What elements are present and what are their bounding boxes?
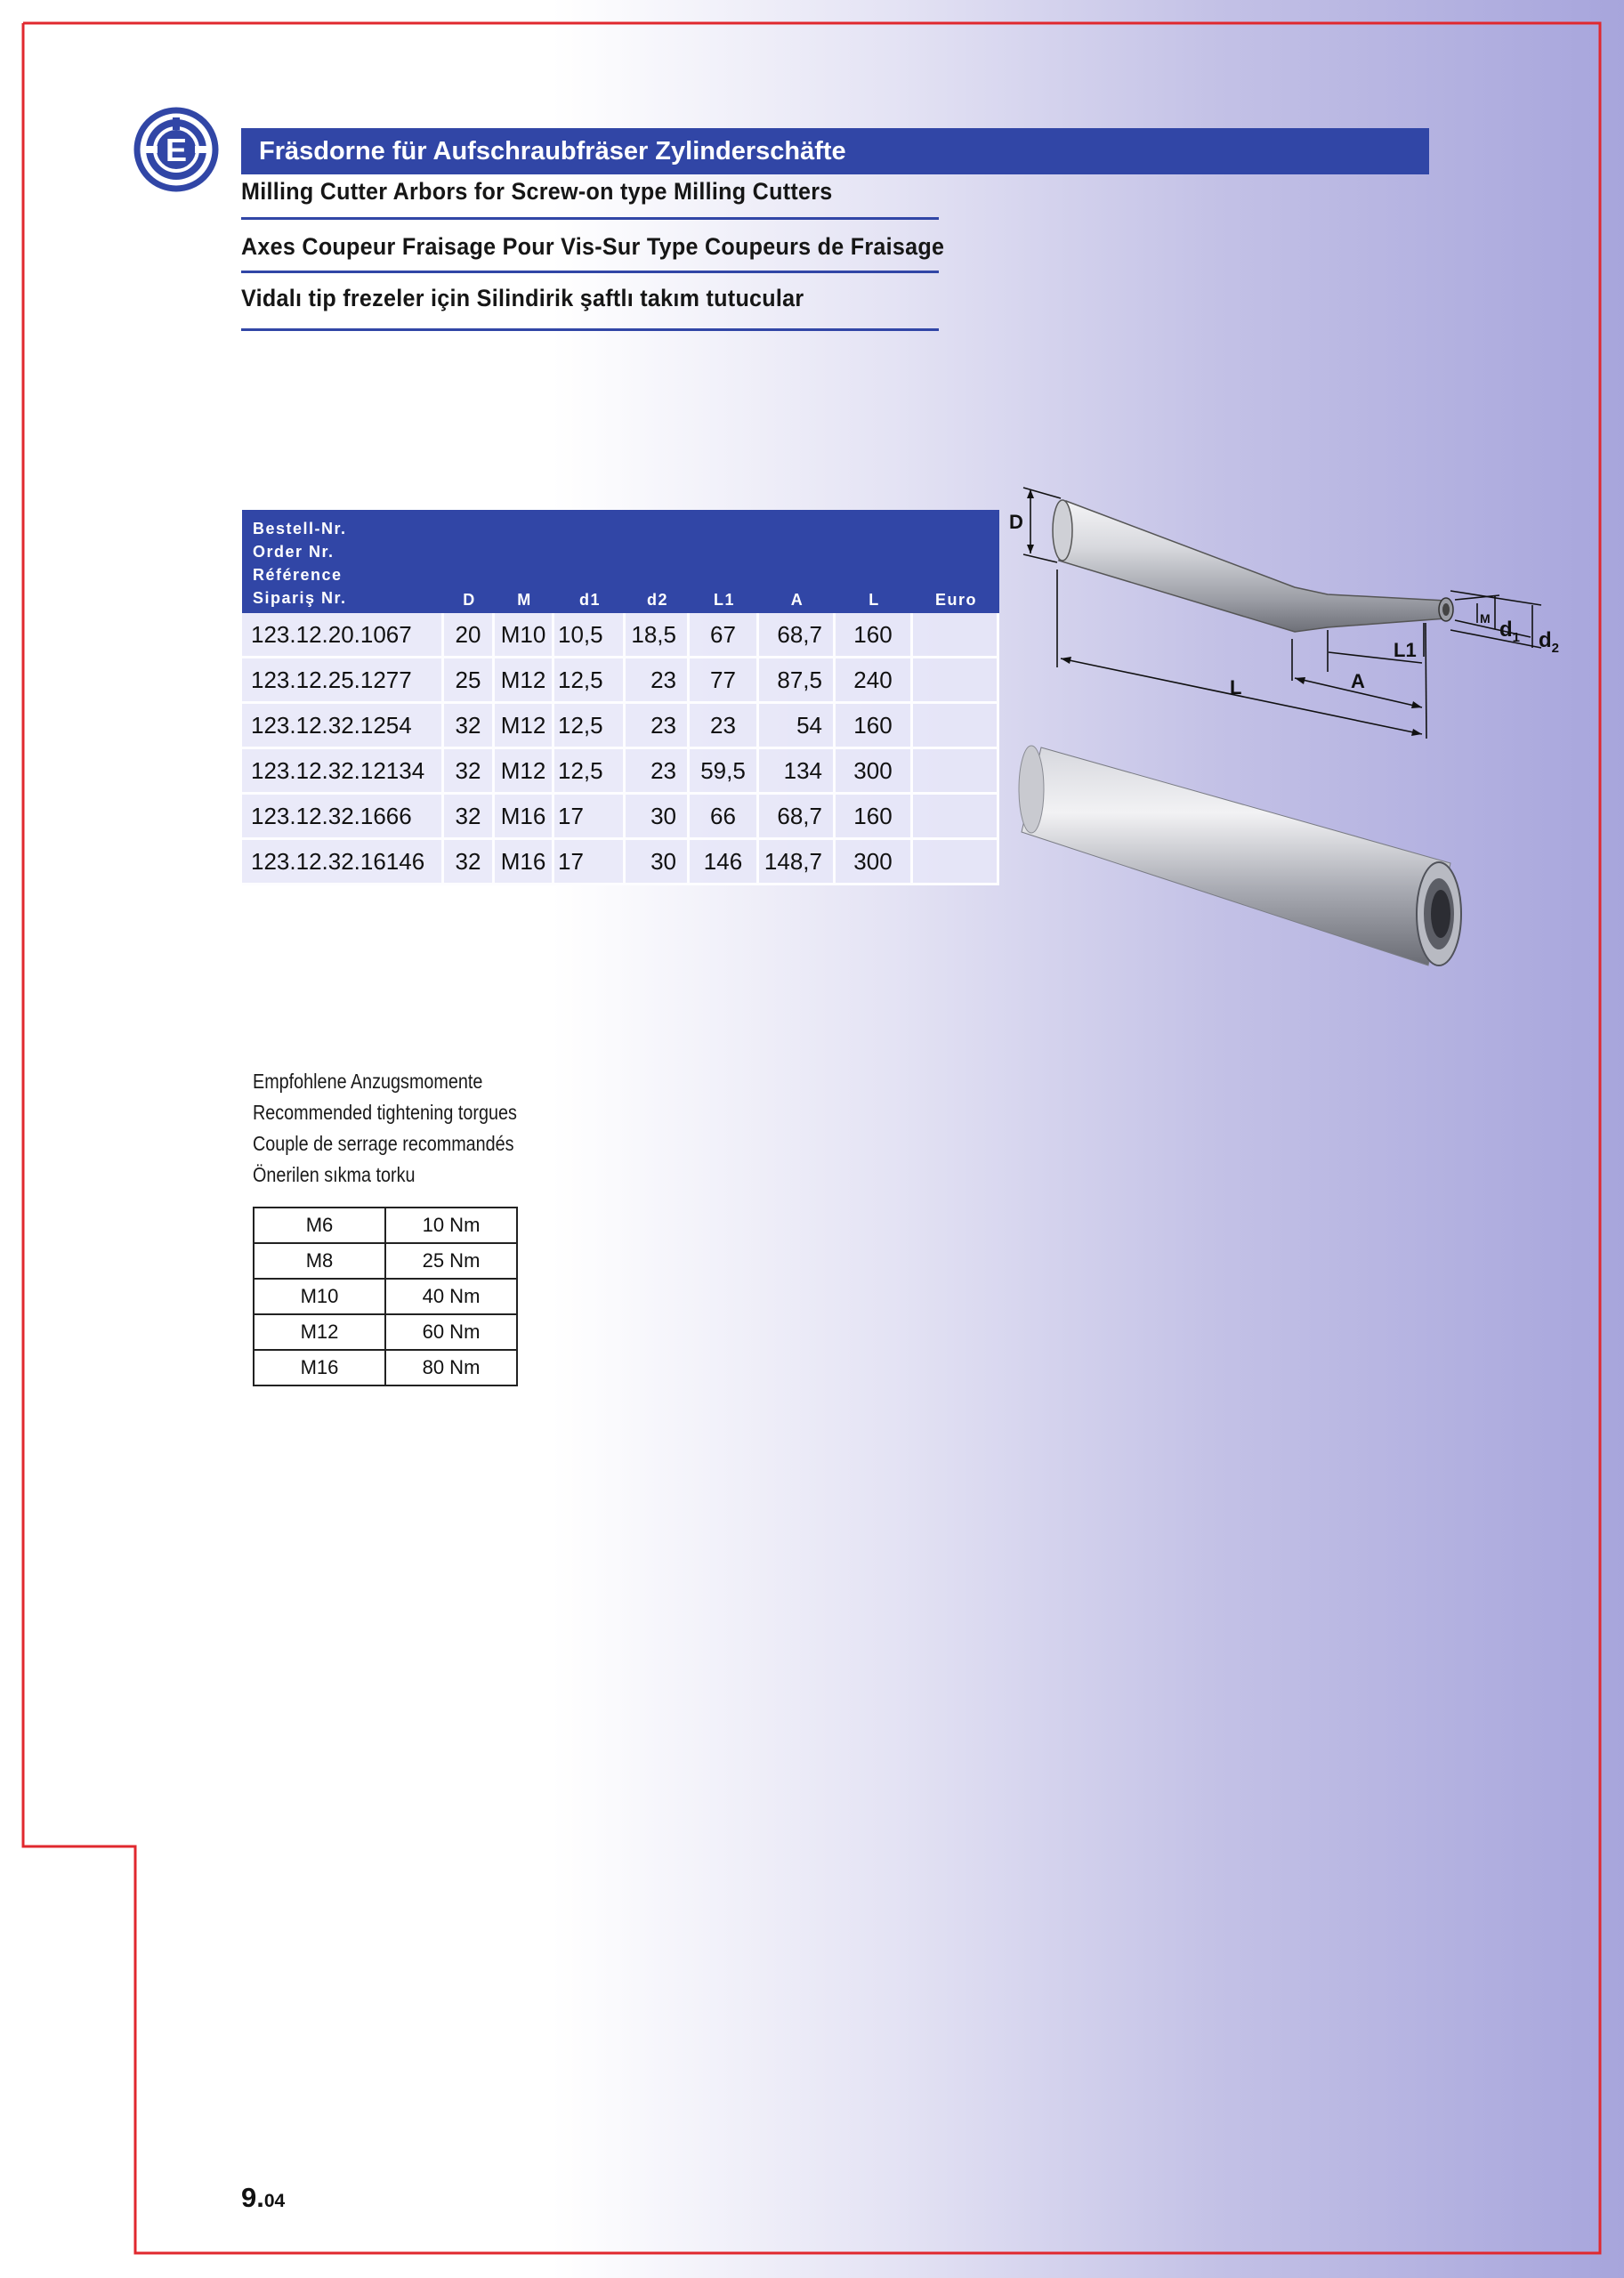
cell-d1: 17 [554, 795, 626, 840]
cell-d2: 23 [626, 704, 690, 749]
cell-A: 148,7 [759, 840, 836, 885]
cell-L1: 146 [690, 840, 759, 885]
table-row [254, 1350, 517, 1385]
cell-d2: 23 [626, 658, 690, 704]
cell-D: 32 [444, 749, 495, 795]
cell-D: 32 [444, 704, 495, 749]
cell-L: 300 [836, 840, 913, 885]
torque-thread: M10 [254, 1279, 385, 1314]
cell-M: M12 [495, 658, 554, 704]
cell-L1: 77 [690, 658, 759, 704]
cell-d1: 12,5 [554, 749, 626, 795]
cell-euro [913, 613, 999, 658]
cell-L1: 66 [690, 795, 759, 840]
torque-thread: M16 [254, 1350, 385, 1385]
torque-notes [253, 1066, 517, 1191]
col-header-d2: d2 [626, 510, 690, 613]
col-header-L: L [836, 510, 913, 613]
torque-note-tr: Önerilen sıkma torku [253, 1163, 416, 1186]
cell-order: 123.12.32.1254 [242, 704, 444, 749]
table-row [254, 1279, 517, 1314]
cell-d1: 12,5 [554, 658, 626, 704]
dim-label-L1: L1 [1394, 639, 1417, 661]
cell-order: 123.12.20.1067 [242, 613, 444, 658]
dim-label-d2: $d_2$ [1539, 628, 1560, 656]
cell-d2: 18,5 [626, 613, 690, 658]
cell-L1: 67 [690, 613, 759, 658]
cell-D: 32 [444, 840, 495, 885]
arbor-photo [1019, 746, 1461, 965]
torque-value: 60 Nm [385, 1314, 517, 1350]
cell-A: 68,7 [759, 613, 836, 658]
cell-order: 123.12.32.1666 [242, 795, 444, 840]
cell-order: 123.12.25.1277 [242, 658, 444, 704]
cell-L: 160 [836, 613, 913, 658]
torque-note-fr: Couple de serrage recommandés [253, 1132, 514, 1155]
cell-D: 32 [444, 795, 495, 840]
table-row [254, 1208, 517, 1243]
cell-M: M12 [495, 704, 554, 749]
subtitle-en: Milling Cutter Arbors for Screw-on type Milling Cutters [241, 178, 833, 205]
torque-value: 40 Nm [385, 1279, 517, 1314]
cell-euro [913, 704, 999, 749]
table-row [242, 749, 999, 795]
cell-A: 87,5 [759, 658, 836, 704]
cell-L: 160 [836, 795, 913, 840]
table-row [242, 795, 999, 840]
cell-M: M16 [495, 795, 554, 840]
dim-label-L: L [1230, 676, 1242, 699]
subtitle-fr: Axes Coupeur Fraisage Pour Vis-Sur Type Coupeurs de Fraisage [241, 233, 945, 260]
cell-d1: 10,5 [554, 613, 626, 658]
table-row [254, 1314, 517, 1350]
cell-D: 20 [444, 613, 495, 658]
dim-label-A: A [1351, 670, 1365, 692]
cell-d2: 30 [626, 840, 690, 885]
torque-note-en: Recommended tightening torgues [253, 1101, 517, 1124]
table-row [242, 704, 999, 749]
col-header-A: A [759, 510, 836, 613]
cell-order: 123.12.32.12134 [242, 749, 444, 795]
col-header-D: D [444, 510, 495, 613]
divider [241, 217, 939, 220]
arbor-illustration [997, 481, 1575, 1006]
table-row [242, 840, 999, 885]
torque-thread: M8 [254, 1243, 385, 1279]
product-table [242, 510, 999, 885]
cell-M: M10 [495, 613, 554, 658]
company-logo [133, 107, 219, 192]
table-header-row [242, 510, 999, 613]
page-number: 9.04 [241, 2182, 286, 2213]
logo-letter: E [165, 132, 188, 168]
torque-value: 10 Nm [385, 1208, 517, 1243]
cell-L1: 23 [690, 704, 759, 749]
torque-value: 25 Nm [385, 1243, 517, 1279]
cell-L: 240 [836, 658, 913, 704]
dimension-drawing [1009, 488, 1559, 739]
cell-L: 160 [836, 704, 913, 749]
dim-label-d1: $d_1$ [1499, 618, 1521, 645]
cell-L: 300 [836, 749, 913, 795]
col-header-M: M [495, 510, 554, 613]
cell-M: M16 [495, 840, 554, 885]
page-title: Fräsdorne für Aufschraubfräser Zylinderschäfte [241, 128, 1429, 174]
torque-thread: M6 [254, 1208, 385, 1243]
dim-label-M: M [1480, 611, 1491, 626]
torque-thread: M12 [254, 1314, 385, 1350]
cell-d1: 12,5 [554, 704, 626, 749]
cell-A: 134 [759, 749, 836, 795]
cell-d2: 30 [626, 795, 690, 840]
cell-euro [913, 749, 999, 795]
table-row [254, 1243, 517, 1279]
col-header-L1: L1 [690, 510, 759, 613]
cell-euro [913, 658, 999, 704]
order-number-header: Bestell-Nr. Order Nr. Référence Sipariş Nr. [242, 510, 444, 613]
col-header-euro: Euro [913, 510, 999, 613]
divider [241, 271, 939, 273]
cell-euro [913, 840, 999, 885]
cell-A: 68,7 [759, 795, 836, 840]
dim-label-D: D [1009, 511, 1023, 533]
subtitle-tr: Vidalı tip frezeler için Silindirik şaftlı takım tutucular [241, 285, 804, 311]
cell-order: 123.12.32.16146 [242, 840, 444, 885]
divider [241, 328, 939, 331]
torque-note-de: Empfohlene Anzugsmomente [253, 1070, 483, 1093]
cell-d2: 23 [626, 749, 690, 795]
cell-d1: 17 [554, 840, 626, 885]
cell-M: M12 [495, 749, 554, 795]
table-row [242, 658, 999, 704]
cell-euro [913, 795, 999, 840]
cell-D: 25 [444, 658, 495, 704]
cell-A: 54 [759, 704, 836, 749]
cell-L1: 59,5 [690, 749, 759, 795]
torque-value: 80 Nm [385, 1350, 517, 1385]
torque-table [253, 1207, 518, 1386]
table-row [242, 613, 999, 658]
col-header-d1: d1 [554, 510, 626, 613]
